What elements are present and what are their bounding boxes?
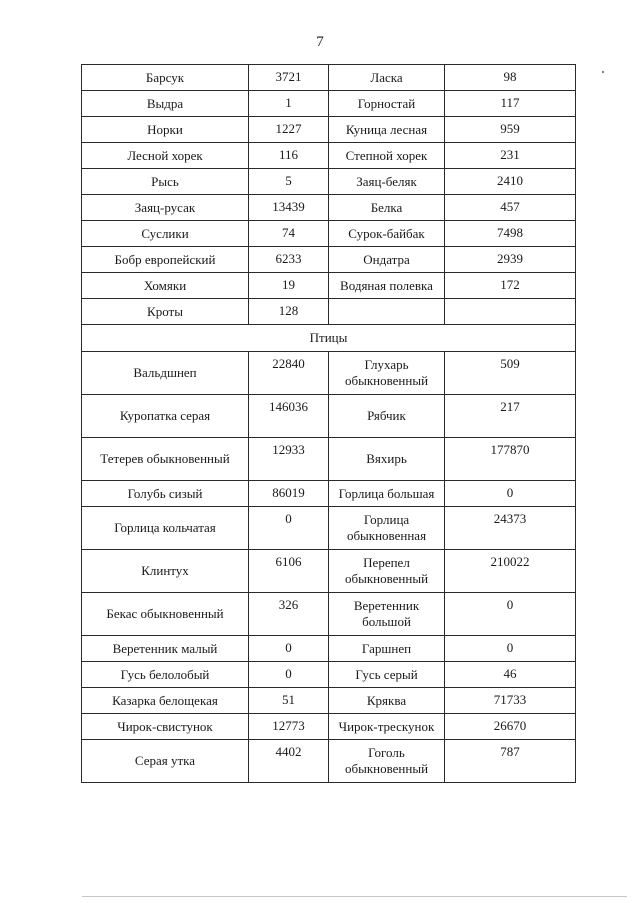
- count-cell: 0: [249, 507, 329, 550]
- table-row: [82, 273, 576, 299]
- species-name-cell: Лесной хорек: [82, 143, 249, 169]
- table-row: [82, 395, 576, 438]
- count-cell: 0: [445, 593, 576, 636]
- species-name-cell: Веретенник большой: [329, 593, 445, 636]
- table-row: [82, 688, 576, 714]
- species-name-cell: Голубь сизый: [82, 481, 249, 507]
- species-name-cell: Заяц-русак: [82, 195, 249, 221]
- species-name-cell: Суслики: [82, 221, 249, 247]
- count-cell: 959: [445, 117, 576, 143]
- count-cell: 26670: [445, 714, 576, 740]
- table-row: [82, 714, 576, 740]
- scan-edge-line: [82, 896, 627, 897]
- count-cell: 117: [445, 91, 576, 117]
- species-name-cell: Ласка: [329, 65, 445, 91]
- table-row: [82, 169, 576, 195]
- table-row: [82, 91, 576, 117]
- count-cell: 0: [445, 636, 576, 662]
- table-row: [82, 550, 576, 593]
- species-name-cell: Хомяки: [82, 273, 249, 299]
- birds-section-title: Птицы: [82, 325, 576, 352]
- species-name-cell: Гаршнеп: [329, 636, 445, 662]
- count-cell: [445, 299, 576, 325]
- count-cell: 4402: [249, 740, 329, 783]
- mammals-body: [82, 65, 576, 325]
- species-name-cell: Куница лесная: [329, 117, 445, 143]
- count-cell: 2939: [445, 247, 576, 273]
- count-cell: 0: [249, 662, 329, 688]
- species-name-cell: Ондатра: [329, 247, 445, 273]
- table-row: [82, 195, 576, 221]
- count-cell: 74: [249, 221, 329, 247]
- species-name-cell: [329, 299, 445, 325]
- count-cell: 6233: [249, 247, 329, 273]
- species-name-cell: Куропатка серая: [82, 395, 249, 438]
- count-cell: 177870: [445, 438, 576, 481]
- species-name-cell: Степной хорек: [329, 143, 445, 169]
- species-name-cell: Белка: [329, 195, 445, 221]
- count-cell: 51: [249, 688, 329, 714]
- species-name-cell: Веретенник малый: [82, 636, 249, 662]
- count-cell: 787: [445, 740, 576, 783]
- scan-speck: [602, 71, 604, 73]
- species-name-cell: Бекас обыкновенный: [82, 593, 249, 636]
- count-cell: 509: [445, 352, 576, 395]
- table-row: [82, 636, 576, 662]
- count-cell: 12773: [249, 714, 329, 740]
- count-cell: 210022: [445, 550, 576, 593]
- count-cell: 24373: [445, 507, 576, 550]
- species-name-cell: Глухарь обыкновенный: [329, 352, 445, 395]
- species-name-cell: Барсук: [82, 65, 249, 91]
- birds-body: [82, 352, 576, 783]
- table-row: [82, 593, 576, 636]
- species-name-cell: Горлица обыкновенная: [329, 507, 445, 550]
- species-name-cell: Перепел обыкновенный: [329, 550, 445, 593]
- species-name-cell: Рябчик: [329, 395, 445, 438]
- count-cell: 46: [445, 662, 576, 688]
- species-name-cell: Гусь белолобый: [82, 662, 249, 688]
- count-cell: 172: [445, 273, 576, 299]
- count-cell: 12933: [249, 438, 329, 481]
- count-cell: 7498: [445, 221, 576, 247]
- species-name-cell: Бобр европейский: [82, 247, 249, 273]
- species-name-cell: Вальдшнеп: [82, 352, 249, 395]
- count-cell: 13439: [249, 195, 329, 221]
- birds-section-body: [82, 325, 576, 352]
- table-row: [82, 65, 576, 91]
- table-row: [82, 352, 576, 395]
- species-name-cell: Чирок-свистунок: [82, 714, 249, 740]
- count-cell: 22840: [249, 352, 329, 395]
- species-name-cell: Вяхирь: [329, 438, 445, 481]
- table-row: [82, 481, 576, 507]
- species-name-cell: Гусь серый: [329, 662, 445, 688]
- species-name-cell: Чирок-трескунок: [329, 714, 445, 740]
- count-cell: 128: [249, 299, 329, 325]
- count-cell: 71733: [445, 688, 576, 714]
- species-name-cell: Заяц-беляк: [329, 169, 445, 195]
- count-cell: 326: [249, 593, 329, 636]
- table-row: [82, 299, 576, 325]
- count-cell: 2410: [445, 169, 576, 195]
- birds-section-row: [82, 325, 576, 352]
- count-cell: 231: [445, 143, 576, 169]
- count-cell: 217: [445, 395, 576, 438]
- species-name-cell: Горлица кольчатая: [82, 507, 249, 550]
- table-row: [82, 143, 576, 169]
- count-cell: 116: [249, 143, 329, 169]
- species-name-cell: Гоголь обыкновенный: [329, 740, 445, 783]
- count-cell: 1: [249, 91, 329, 117]
- species-count-table: [81, 64, 576, 783]
- page-number: 7: [316, 34, 324, 50]
- table-row: [82, 507, 576, 550]
- species-name-cell: Выдра: [82, 91, 249, 117]
- species-name-cell: Горностай: [329, 91, 445, 117]
- species-name-cell: Кроты: [82, 299, 249, 325]
- species-name-cell: Кряква: [329, 688, 445, 714]
- species-name-cell: Клинтух: [82, 550, 249, 593]
- count-cell: 98: [445, 65, 576, 91]
- table-row: [82, 740, 576, 783]
- count-cell: 0: [445, 481, 576, 507]
- species-name-cell: Рысь: [82, 169, 249, 195]
- species-name-cell: Водяная полевка: [329, 273, 445, 299]
- count-cell: 146036: [249, 395, 329, 438]
- table-row: [82, 247, 576, 273]
- count-cell: 457: [445, 195, 576, 221]
- table-row: [82, 438, 576, 481]
- table-row: [82, 117, 576, 143]
- table-row: [82, 221, 576, 247]
- count-cell: 5: [249, 169, 329, 195]
- count-cell: 19: [249, 273, 329, 299]
- table-row: [82, 662, 576, 688]
- species-name-cell: Сурок-байбак: [329, 221, 445, 247]
- species-name-cell: Казарка белощекая: [82, 688, 249, 714]
- species-name-cell: Тетерев обыкновенный: [82, 438, 249, 481]
- count-cell: 3721: [249, 65, 329, 91]
- count-cell: 0: [249, 636, 329, 662]
- count-cell: 6106: [249, 550, 329, 593]
- species-name-cell: Серая утка: [82, 740, 249, 783]
- species-name-cell: Горлица большая: [329, 481, 445, 507]
- count-cell: 1227: [249, 117, 329, 143]
- species-name-cell: Норки: [82, 117, 249, 143]
- count-cell: 86019: [249, 481, 329, 507]
